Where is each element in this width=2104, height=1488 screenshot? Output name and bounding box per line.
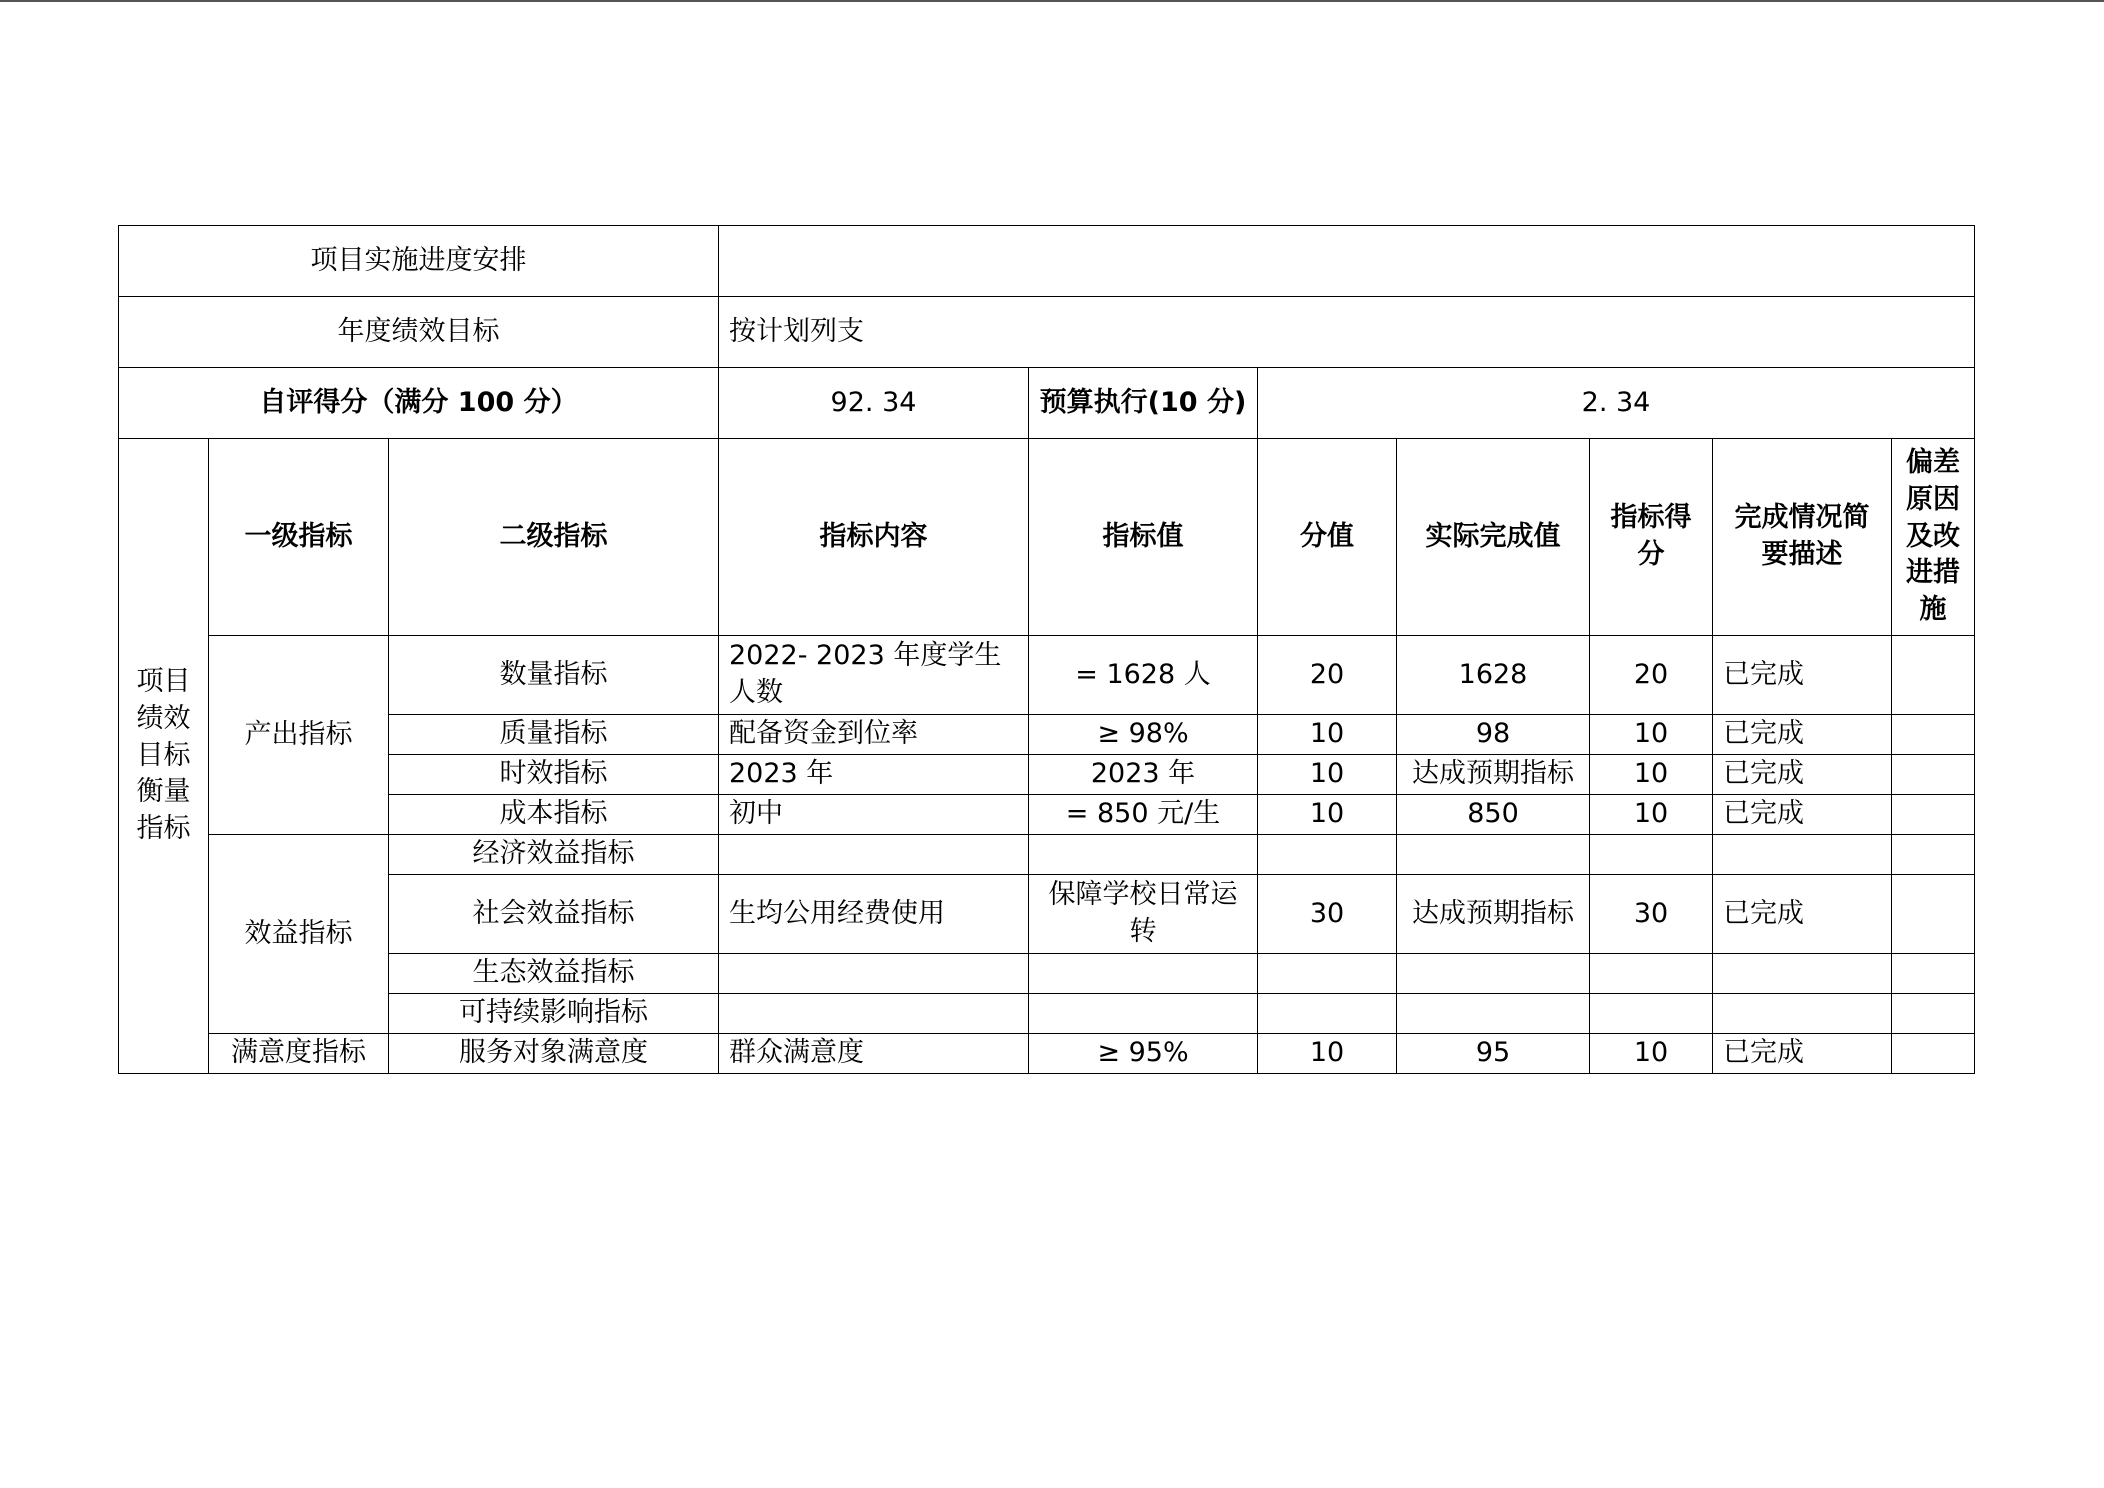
actual-cell [1397,954,1590,994]
content-cell [719,994,1029,1034]
deviation-cell [1892,1034,1975,1074]
table-row [119,755,1975,795]
level2-cell: 时效指标 [389,755,719,795]
target-cell: ≥ 98% [1029,715,1258,755]
actual-cell: 达成预期指标 [1397,875,1590,954]
content-cell [719,954,1029,994]
level2-cell: 可持续影响指标 [389,994,719,1034]
score-cell: 10 [1590,795,1713,835]
target-cell: = 1628 人 [1029,636,1258,715]
content-cell: 配备资金到位率 [719,715,1029,755]
points-cell [1258,954,1397,994]
level2-cell: 社会效益指标 [389,875,719,954]
page-top-border [0,0,2104,2]
summary-cell: 已完成 [1713,875,1892,954]
col-header-points: 分值 [1258,439,1397,636]
col-header-deviation: 偏差原因及改进措施 [1892,439,1975,636]
self-score-label: 自评得分（满分 100 分） [119,368,719,439]
score-cell [1590,835,1713,875]
col-header-actual: 实际完成值 [1397,439,1590,636]
schedule-row [119,226,1975,297]
content-cell [719,835,1029,875]
content-cell: 2022- 2023 年度学生人数 [719,636,1029,715]
col-header-content: 指标内容 [719,439,1029,636]
summary-cell: 已完成 [1713,1034,1892,1074]
target-cell: 2023 年 [1029,755,1258,795]
score-cell [1590,954,1713,994]
budget-exec-value: 2. 34 [1258,368,1975,439]
content-cell: 初中 [719,795,1029,835]
target-cell [1029,994,1258,1034]
summary-cell [1713,994,1892,1034]
summary-cell: 已完成 [1713,715,1892,755]
points-cell: 10 [1258,795,1397,835]
annual-goal-row [119,297,1975,368]
level1-output: 产出指标 [209,636,389,835]
column-header-row [119,439,1975,636]
deviation-cell [1892,715,1975,755]
level2-cell: 经济效益指标 [389,835,719,875]
deviation-cell [1892,835,1975,875]
score-cell [1590,994,1713,1034]
annual-goal-label: 年度绩效目标 [119,297,719,368]
actual-cell [1397,994,1590,1034]
level2-cell: 成本指标 [389,795,719,835]
table-row [119,875,1975,954]
points-cell [1258,994,1397,1034]
points-cell [1258,835,1397,875]
col-header-summary: 完成情况简要描述 [1713,439,1892,636]
actual-cell: 95 [1397,1034,1590,1074]
actual-cell: 850 [1397,795,1590,835]
table-row [119,795,1975,835]
level2-cell: 服务对象满意度 [389,1034,719,1074]
deviation-cell [1892,755,1975,795]
schedule-value [719,226,1975,297]
content-cell: 2023 年 [719,755,1029,795]
points-cell: 30 [1258,875,1397,954]
content-cell: 生均公用经费使用 [719,875,1029,954]
score-cell: 30 [1590,875,1713,954]
points-cell: 10 [1258,755,1397,795]
score-cell: 10 [1590,1034,1713,1074]
summary-cell [1713,954,1892,994]
summary-cell [1713,835,1892,875]
annual-goal-value: 按计划列支 [719,297,1975,368]
level2-cell: 质量指标 [389,715,719,755]
deviation-cell [1892,795,1975,835]
actual-cell: 达成预期指标 [1397,755,1590,795]
level2-cell: 数量指标 [389,636,719,715]
col-header-score: 指标得分 [1590,439,1713,636]
score-cell: 10 [1590,715,1713,755]
deviation-cell [1892,636,1975,715]
score-cell: 20 [1590,636,1713,715]
col-header-level2: 二级指标 [389,439,719,636]
schedule-label: 项目实施进度安排 [119,226,719,297]
target-cell [1029,954,1258,994]
table-row [119,715,1975,755]
points-cell: 10 [1258,1034,1397,1074]
col-header-level1: 一级指标 [209,439,389,636]
level1-benefit: 效益指标 [209,835,389,1034]
level2-cell: 生态效益指标 [389,954,719,994]
target-cell: ≥ 95% [1029,1034,1258,1074]
score-row [119,368,1975,439]
table-row [119,835,1975,875]
self-score-value: 92. 34 [719,368,1029,439]
table-row [119,1034,1975,1074]
actual-cell [1397,835,1590,875]
performance-table [118,225,1975,1074]
level1-satisfaction: 满意度指标 [209,1034,389,1074]
deviation-cell [1892,954,1975,994]
actual-cell: 1628 [1397,636,1590,715]
budget-exec-label: 预算执行(10 分) [1029,368,1258,439]
deviation-cell [1892,875,1975,954]
table-row [119,954,1975,994]
points-cell: 20 [1258,636,1397,715]
content-cell: 群众满意度 [719,1034,1029,1074]
target-cell [1029,835,1258,875]
deviation-cell [1892,994,1975,1034]
col-header-target: 指标值 [1029,439,1258,636]
target-cell: 保障学校日常运转 [1029,875,1258,954]
summary-cell: 已完成 [1713,755,1892,795]
score-cell: 10 [1590,755,1713,795]
actual-cell: 98 [1397,715,1590,755]
target-cell: = 850 元/生 [1029,795,1258,835]
summary-cell: 已完成 [1713,636,1892,715]
group-label: 项目绩效目标衡量指标 [119,439,209,1074]
table-row [119,994,1975,1034]
points-cell: 10 [1258,715,1397,755]
summary-cell: 已完成 [1713,795,1892,835]
table-row [119,636,1975,715]
